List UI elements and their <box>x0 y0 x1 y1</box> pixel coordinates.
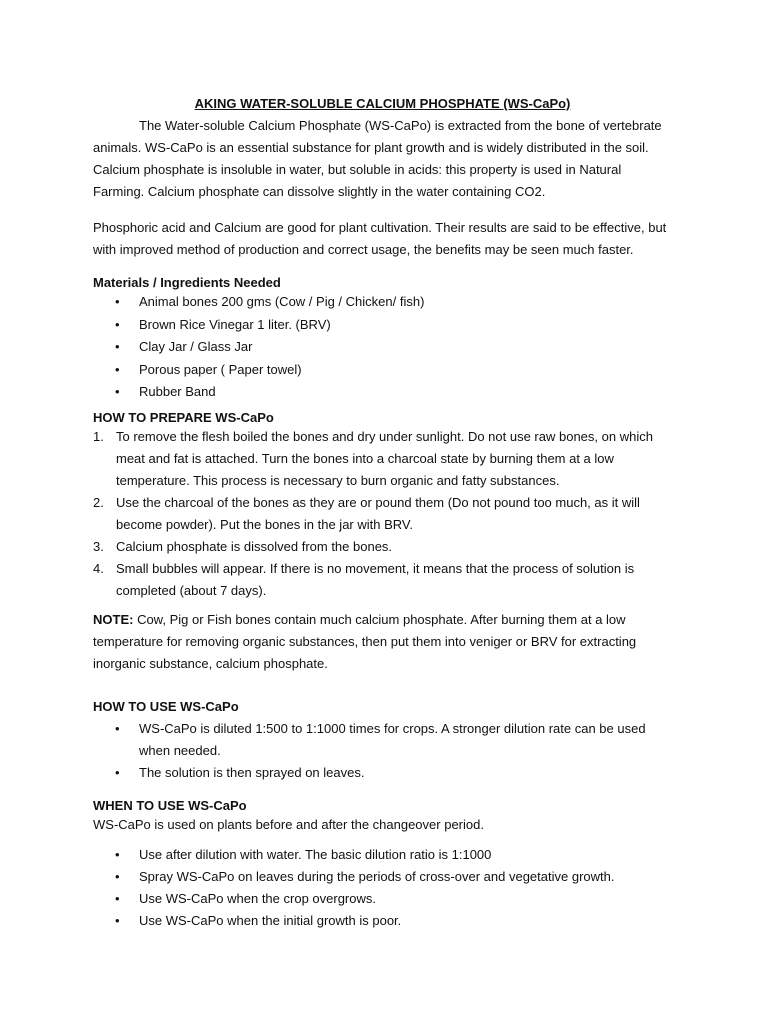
list-item: • Porous paper ( Paper towel) <box>139 359 672 382</box>
step-item <box>93 536 672 558</box>
note-paragraph <box>93 609 672 675</box>
step-number: 3. <box>93 538 104 554</box>
step-item <box>93 426 672 492</box>
step-item <box>93 558 672 602</box>
when-list <box>93 844 672 932</box>
when-heading: WHEN TO USE WS-CaPo <box>93 797 247 813</box>
step-number: 4. <box>93 560 104 576</box>
list-item: • Clay Jar / Glass Jar <box>139 336 672 359</box>
when-intro: WS-CaPo is used on plants before and after the changeover period. <box>93 816 484 832</box>
document-title: AKING WATER-SOLUBLE CALCIUM PHOSPHATE (WS-CaPo) <box>194 96 571 111</box>
prepare-heading: HOW TO PREPARE WS-CaPo <box>93 409 274 425</box>
materials-heading: Materials / Ingredients Needed <box>93 275 281 290</box>
benefits-paragraph: Phosphoric acid and Calcium are good for plant cultivation. Their results are said to be effective, but with improved method of production and correct usage, the benefits may be seen much faster. <box>93 220 667 257</box>
step-item <box>93 492 672 536</box>
step-text: Small bubbles will appear. If there is no movement, it means that the process of solution is completed (about 7 days). <box>116 560 635 598</box>
use-list <box>93 718 672 784</box>
step-text: To remove the flesh boiled the bones and dry under sunlight. Do not use raw bones, on which meat and fat is attached. Turn the bones into a charcoal state by burning them at a low temperature. This process is necessary to burn organic and fatty substances. <box>116 428 653 488</box>
step-number: 2. <box>93 494 104 510</box>
use-heading: HOW TO USE WS-CaPo <box>93 698 239 714</box>
intro-paragraph: The Water-soluble Calcium Phosphate (WS-CaPo) is extracted from the bone of vertebrate animals. WS-CaPo is an essential substance for plant growth and is widely distributed in the soil. Calcium phosphate is insoluble in water, but soluble in acids: this property is used in Natural Farming. Calcium phosphate can dissolve slightly in the water containing CO2. <box>93 118 662 199</box>
list-item: • Spray WS-CaPo on leaves during the periods of cross-over and vegetative growth. <box>139 866 672 888</box>
step-text: Calcium phosphate is dissolved from the bones. <box>116 538 393 554</box>
step-text: Use the charcoal of the bones as they are or pound them (Do not pound too much, as it will become powder). Put the bones in the jar with BRV. <box>116 494 640 532</box>
list-item: • Brown Rice Vinegar 1 liter. (BRV) <box>139 314 672 337</box>
list-item: • Rubber Band <box>139 381 672 404</box>
list-item: • Use WS-CaPo when the initial growth is poor. <box>139 910 672 932</box>
note-label: NOTE: <box>93 611 134 627</box>
list-item: • Use after dilution with water. The basic dilution ratio is 1:1000 <box>139 844 672 866</box>
list-item: • WS-CaPo is diluted 1:500 to 1:1000 times for crops. A stronger dilution rate can be used when needed. <box>139 718 672 762</box>
list-item: • Animal bones 200 gms (Cow / Pig / Chicken/ fish) <box>139 291 672 314</box>
prepare-steps-list <box>93 426 672 602</box>
step-number: 1. <box>93 428 104 444</box>
materials-list <box>93 291 672 404</box>
list-item: • The solution is then sprayed on leaves. <box>139 762 672 784</box>
list-item: • Use WS-CaPo when the crop overgrows. <box>139 888 672 910</box>
note-text: Cow, Pig or Fish bones contain much calcium phosphate. After burning them at a low temperature for removing organic substances, then put them into veniger or BRV for extracting inorganic substance, calcium phosphate. <box>93 611 637 671</box>
